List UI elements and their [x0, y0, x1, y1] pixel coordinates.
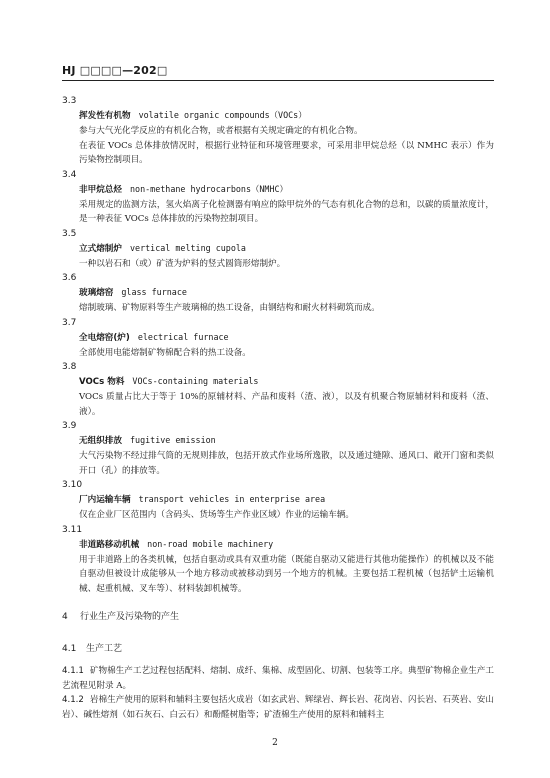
term-english: fugitive emission — [129, 435, 216, 445]
term-chinese: 挥发性有机物 — [79, 111, 131, 121]
term-chinese: 厂内运输车辆 — [79, 495, 131, 505]
term-title — [62, 374, 494, 390]
term-english: vertical melting cupola — [129, 242, 246, 253]
term-english: volatile organic compounds（VOCs） — [138, 110, 307, 120]
term-english: glass furnace — [121, 287, 187, 297]
term-chinese: 全电熔窑(炉) — [79, 332, 130, 343]
term-english: VOCs-containing materials — [132, 376, 259, 386]
term-definition: 一种以岩石和（或）矿渣为炉料的竖式圆筒形熔制炉。 — [79, 258, 286, 269]
term-number: 3.4 — [62, 169, 77, 180]
term-chinese: 无组织排放 — [79, 436, 122, 446]
term-title — [62, 537, 494, 553]
clause — [62, 693, 494, 722]
term-number: 3.10 — [62, 480, 83, 490]
subsection-number: 4.1 — [62, 644, 77, 654]
term-definition: 大气污染物不经过排气筒的无规则排放，包括开放式作业场所逸散，以及通过缝隙、通风口、敞开门窗和类似开口（孔）的排放等。 — [79, 451, 494, 476]
term-english: non-methane hydrocarbons（NMHC） — [129, 183, 288, 194]
term-definition: 仅在企业厂区范围内（含码头、货场等生产作业区域）作业的运输车辆。 — [79, 510, 355, 520]
term-number: 3.6 — [62, 273, 77, 283]
term-number: 3.11 — [62, 524, 83, 535]
clause — [62, 664, 494, 693]
term-chinese: 玻璃熔窑 — [79, 288, 114, 298]
term-number: 3.8 — [62, 362, 77, 372]
term-number: 3.3 — [62, 96, 77, 106]
term-definition: 熔制玻璃、矿物原料等生产玻璃棉的热工设备，由钢结构和耐火材料砌筑而成。 — [79, 303, 380, 313]
page-number: 2 — [272, 738, 278, 748]
section-number: 4 — [62, 612, 68, 622]
subsection-title: 生产工艺 — [86, 644, 123, 654]
section-title: 行业生产及污染物的产生 — [80, 612, 180, 622]
term-number: 3.5 — [62, 228, 77, 239]
subsection-heading — [62, 642, 494, 656]
term-definition: 全部使用电能熔制矿物棉配合料的热工设备。 — [79, 347, 251, 358]
term-chinese: 非道路移动机械 — [79, 539, 140, 550]
page-body — [62, 94, 494, 722]
clause-number: 4.1.2 — [62, 695, 84, 705]
term-title — [62, 433, 494, 449]
term-english: non-road mobile machinery — [147, 538, 274, 549]
term-title — [62, 330, 494, 346]
term-chinese: VOCs 物料 — [79, 377, 125, 387]
term-title — [62, 492, 494, 508]
term-number: 3.9 — [62, 421, 77, 431]
term-definition: 用于非道路上的各类机械，包括自驱动或具有双重功能（既能自驱动又能进行其他功能操作）的机械以及不能自驱动但被设计成能够从一个地方移动或被移动到另一个地方的机械。主要包括工程机械（包括铲土运输机械、起重机械、叉车等）、材料装卸机械等。 — [79, 554, 494, 594]
terms-list — [62, 94, 494, 596]
term-chinese: 非甲烷总烃 — [79, 184, 122, 195]
term-title — [62, 182, 494, 198]
section-heading — [62, 610, 494, 624]
term-english: electrical furnace — [137, 331, 229, 342]
term-title — [62, 108, 494, 124]
term-definition: VOCs 质量占比大于等于 10%的原辅材料、产品和废料（渣、液），以及有机聚合物原辅材料和废料（渣、液）。 — [79, 392, 494, 417]
term-definition: 参与大气光化学反应的有机化合物，或者根据有关规定确定的有机化合物。 — [79, 126, 363, 136]
clauses-list — [62, 664, 494, 722]
term-title — [62, 241, 494, 257]
term-definition: 在表征 VOCs 总体排放情况时，根据行业特征和环境管理要求，可采用非甲烷总烃（以 NMHC 表示）作为污染物控制项目。 — [79, 140, 494, 165]
term-definition: 采用规定的监测方法，氢火焰离子化检测器有响应的除甲烷外的气态有机化合物的总和，以碳的质量浓度计，是一种表征 VOCs 总体排放的污染物控制项目。 — [79, 199, 494, 224]
term-number: 3.7 — [62, 317, 77, 328]
term-title — [62, 285, 494, 301]
document-code: HJ □□□□—202□ — [62, 64, 168, 77]
clause-number: 4.1.1 — [62, 666, 84, 676]
header-rule — [62, 80, 494, 81]
clause-text: 岩棉生产使用的原料和辅料主要包括火成岩（如玄武岩、辉绿岩、辉长岩、花岗岩、闪长岩、石英岩、安山岩）、碱性熔剂（如石灰石、白云石）和酚醛树脂等；矿渣棉生产使用的原料和辅料主 — [62, 695, 494, 720]
term-english: transport vehicles in enterprise area — [138, 494, 326, 504]
clause-text: 矿物棉生产工艺过程包括配料、熔制、成纤、集棉、成型固化、切割、包装等工序。典型矿物棉企业生产工艺流程见附录 A。 — [62, 666, 494, 691]
term-chinese: 立式熔制炉 — [79, 243, 122, 254]
